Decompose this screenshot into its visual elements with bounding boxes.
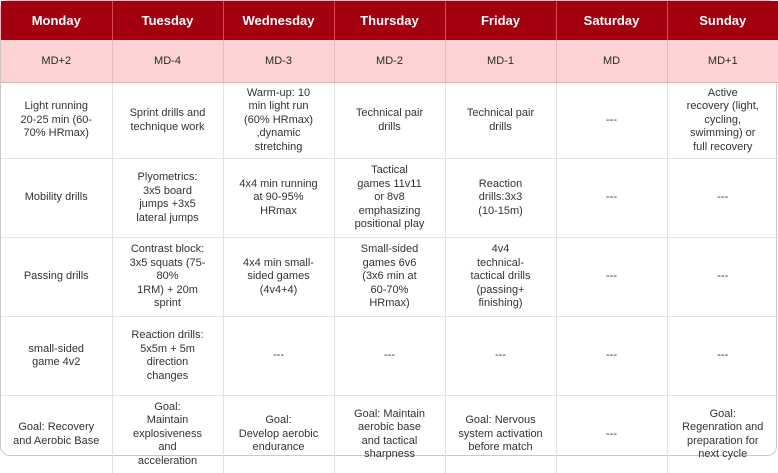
session-cell: ---	[667, 159, 778, 238]
session-cell: Light running 20-25 min (60- 70% HRmax)	[1, 83, 112, 159]
day-header-row	[1, 1, 778, 40]
session-cell: Reaction drills: 5x5m + 5m direction changes	[112, 317, 223, 396]
match-day-cell: MD-3	[223, 40, 334, 83]
session-cell: Contrast block: 3x5 squats (75-80% 1RM) + 20m sprint	[112, 238, 223, 317]
session-cell: small-sided game 4v2	[1, 317, 112, 396]
goal-cell: Goal: Develop aerobic endurance	[223, 396, 334, 473]
table-row	[1, 238, 778, 317]
session-cell: Tactical games 11v11 or 8v8 emphasizing positional play	[334, 159, 445, 238]
session-cell: ---	[334, 317, 445, 396]
day-header-saturday: Saturday	[556, 1, 667, 40]
session-cell: ---	[556, 317, 667, 396]
session-cell: Technical pair drills	[445, 83, 556, 159]
session-cell: ---	[556, 238, 667, 317]
day-header-thursday: Thursday	[334, 1, 445, 40]
session-cell: Passing drills	[1, 238, 112, 317]
session-cell: 4x4 min running at 90-95% HRmax	[223, 159, 334, 238]
goal-cell: Goal: Recovery and Aerobic Base	[1, 396, 112, 473]
session-cell: Mobility drills	[1, 159, 112, 238]
session-cell: Technical pair drills	[334, 83, 445, 159]
goal-cell: Goal: Nervous system activation before match	[445, 396, 556, 473]
match-day-cell: MD-4	[112, 40, 223, 83]
match-day-cell: MD-2	[334, 40, 445, 83]
goal-cell: Goal: Maintain aerobic base and tactical sharpness	[334, 396, 445, 473]
match-day-row	[1, 40, 778, 83]
session-cell: 4v4 technical- tactical drills (passing+ finishing)	[445, 238, 556, 317]
goal-cell: ---	[556, 396, 667, 473]
match-day-cell: MD-1	[445, 40, 556, 83]
day-header-sunday: Sunday	[667, 1, 778, 40]
session-cell: ---	[556, 159, 667, 238]
table-row	[1, 83, 778, 159]
match-day-cell: MD+1	[667, 40, 778, 83]
session-cell: Sprint drills and technique work	[112, 83, 223, 159]
session-cell: Reaction drills:3x3 (10-15m)	[445, 159, 556, 238]
session-cell: 4x4 min small- sided games (4v4+4)	[223, 238, 334, 317]
session-cell: Small-sided games 6v6 (3x6 min at 60-70% HRmax)	[334, 238, 445, 317]
match-day-cell: MD	[556, 40, 667, 83]
session-cell: ---	[445, 317, 556, 396]
goal-cell: Goal: Regenration and preparation for next cycle	[667, 396, 778, 473]
table-row	[1, 159, 778, 238]
goal-row	[1, 396, 778, 473]
session-cell: Active recovery (light, cycling, swimming) or full recovery	[667, 83, 778, 159]
table-row	[1, 317, 778, 396]
day-header-wednesday: Wednesday	[223, 1, 334, 40]
session-cell: ---	[667, 238, 778, 317]
match-day-cell: MD+2	[1, 40, 112, 83]
session-cell: ---	[667, 317, 778, 396]
day-header-monday: Monday	[1, 1, 112, 40]
day-header-friday: Friday	[445, 1, 556, 40]
session-cell: ---	[556, 83, 667, 159]
goal-cell: Goal: Maintain explosiveness and acceleration	[112, 396, 223, 473]
day-header-tuesday: Tuesday	[112, 1, 223, 40]
session-cell: Warm-up: 10 min light run (60% HRmax) ,dynamic stretching	[223, 83, 334, 159]
session-cell: ---	[223, 317, 334, 396]
session-cell: Plyometrics: 3x5 board jumps +3x5 lateral jumps	[112, 159, 223, 238]
weekly-training-table	[1, 1, 778, 473]
